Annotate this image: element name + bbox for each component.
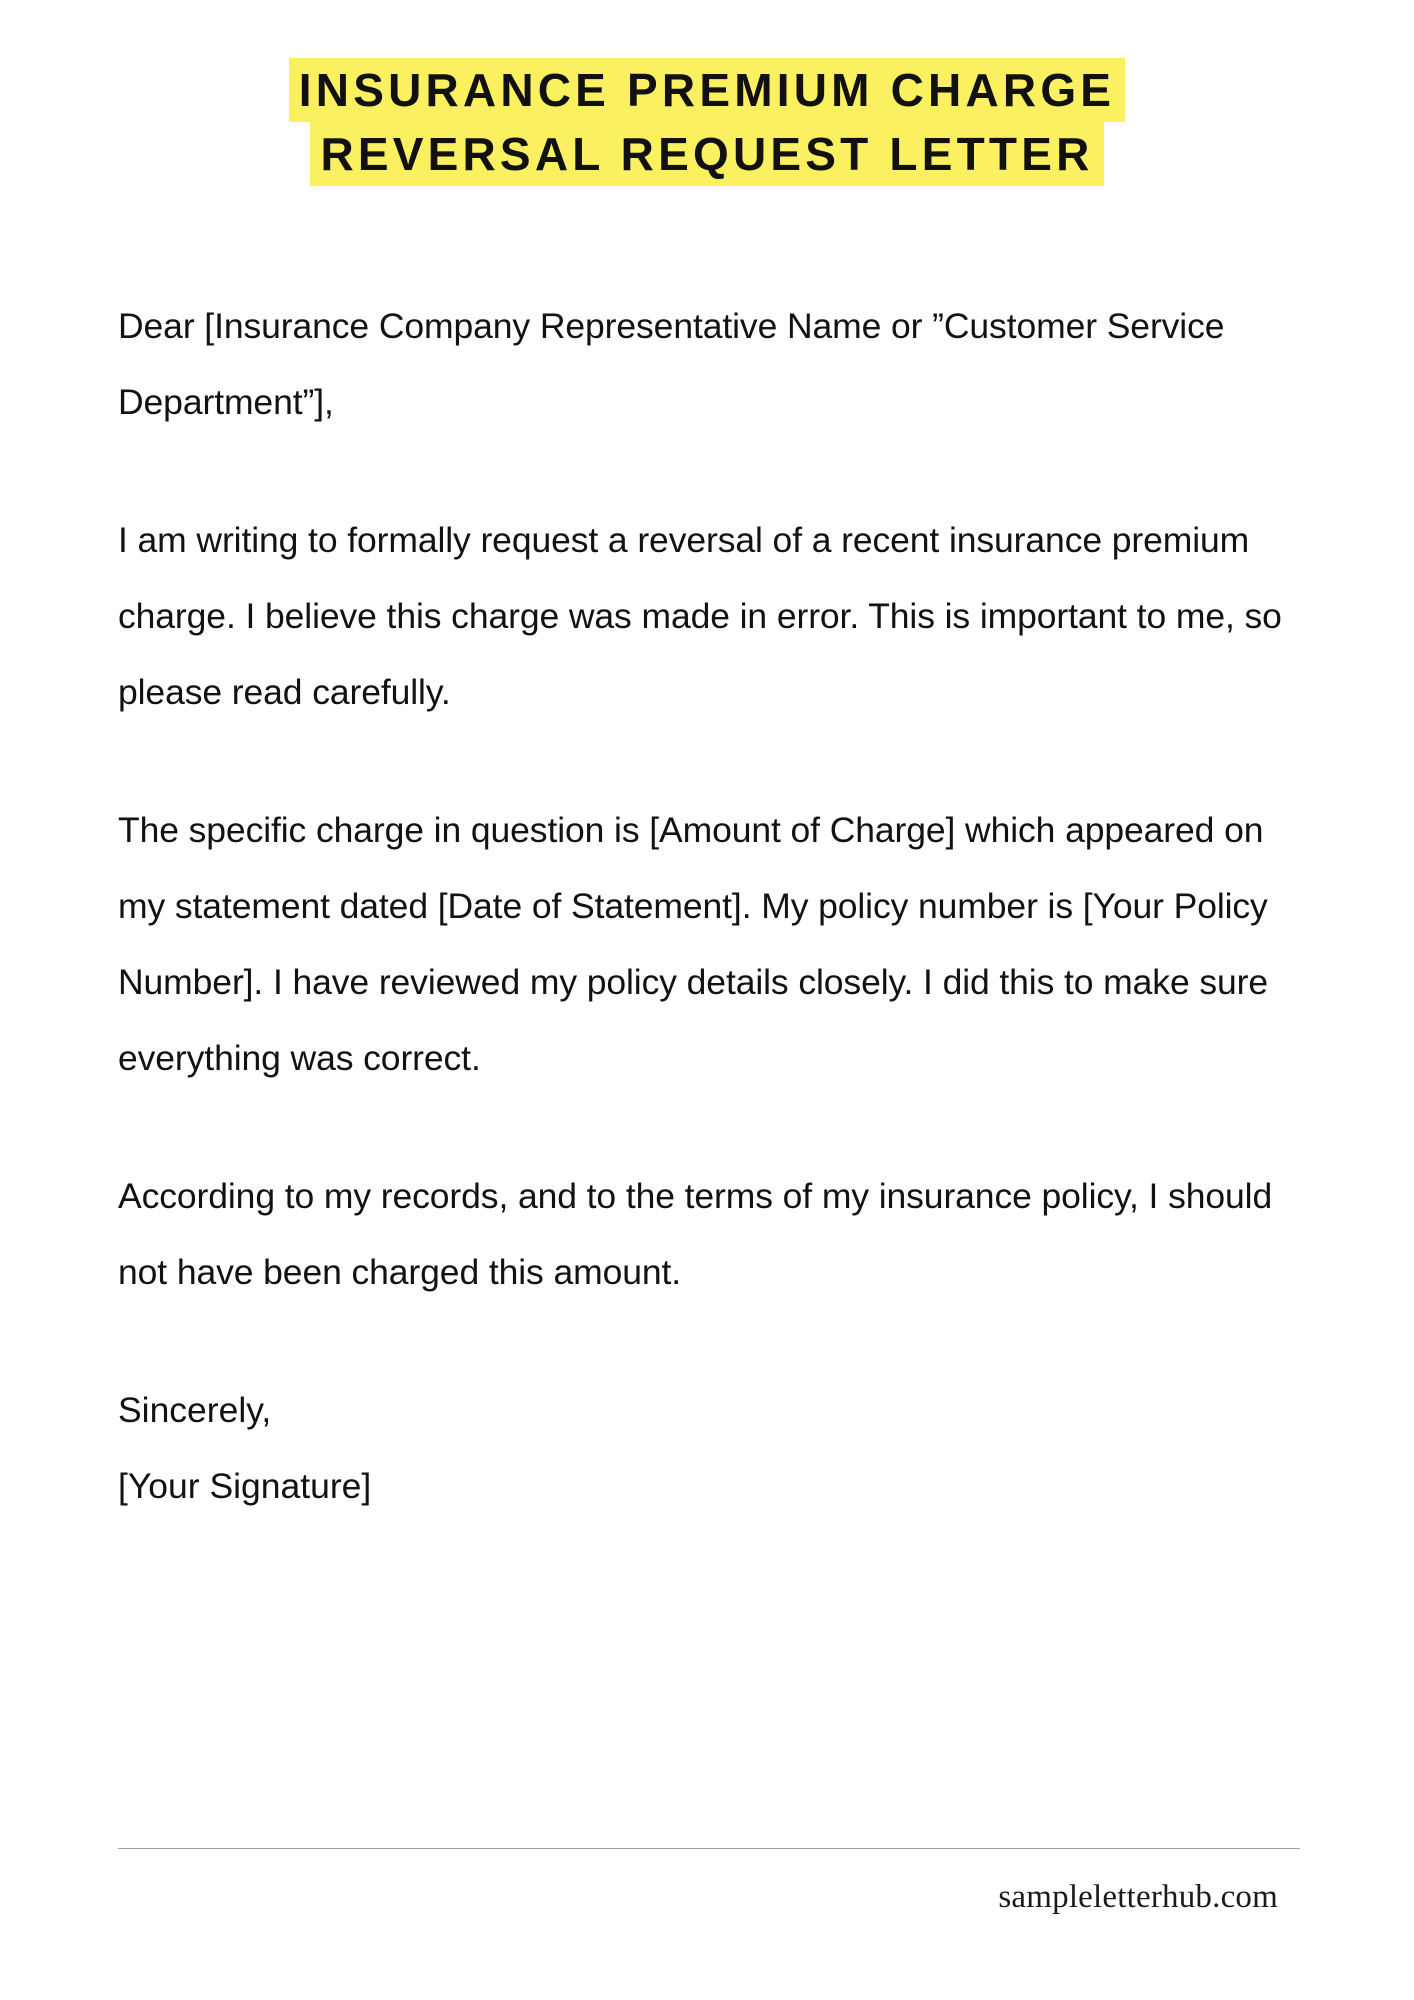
paragraph-1: I am writing to formally request a reversal of a recent insurance premium charge. I believe this charge was made in error. This is important to me, so please read carefully. (118, 520, 1282, 712)
signature-line: [Your Signature] (118, 1466, 372, 1506)
title-line-1: INSURANCE PREMIUM CHARGE (289, 58, 1125, 122)
footer-divider (118, 1848, 1300, 1849)
site-watermark: sampleletterhub.com (998, 1879, 1278, 1915)
title-lines (289, 58, 1125, 186)
signature-block (118, 1372, 1300, 1524)
closing-line: Sincerely, (118, 1390, 272, 1430)
paragraph-2: The specific charge in question is [Amount of Charge] which appeared on my statement dated [Date of Statement]. My policy number is [Your Policy Number]. I have reviewed my policy details closely. I did this to make sure everything was correct. (118, 810, 1269, 1078)
page-title (0, 0, 1414, 191)
salutation: Dear [Insurance Company Representative Name or ”Customer Service Department”], (118, 306, 1225, 422)
paragraph-3: According to my records, and to the terms of my insurance policy, I should not have been charged this amount. (118, 1176, 1273, 1292)
letter-content (118, 288, 1300, 1524)
title-line-2: REVERSAL REQUEST LETTER (310, 122, 1103, 186)
page-footer (118, 1848, 1300, 1917)
